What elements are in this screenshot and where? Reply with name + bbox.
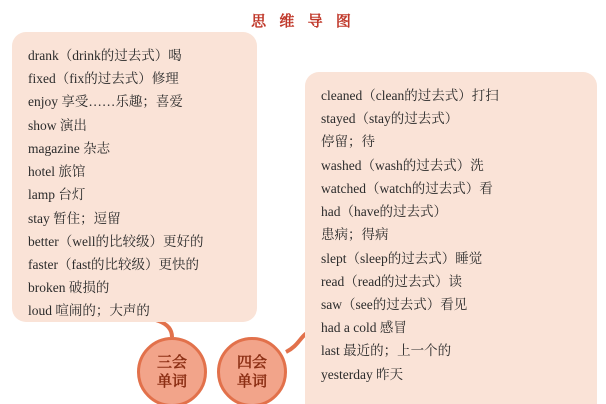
word-line: washed（wash的过去式）洗 (321, 157, 484, 173)
word-line: had a cold 感冒 (321, 320, 407, 336)
word-line: fixed（fix的过去式）修理 (28, 71, 179, 87)
word-line: better（well的比较级）更好的 (28, 233, 204, 249)
four-skills-words-bubble[interactable] (217, 337, 287, 404)
word-line: read（read的过去式）读 (321, 273, 462, 289)
word-line: enjoy 享受……乐趣；喜爱 (28, 94, 183, 110)
word-line: stay 暂住；逗留 (28, 210, 121, 226)
word-line: last 最近的；上一个的 (321, 343, 452, 359)
word-line: faster（fast的比较级）更快的 (28, 256, 199, 272)
bubble-line-1: 三会 (156, 353, 187, 372)
word-line: yesterday 昨天 (321, 366, 404, 382)
word-line: drank（drink的过去式）喝 (28, 48, 182, 63)
word-line: loud 喧闹的；大声的 (28, 303, 150, 319)
word-line: broken 破损的 (28, 280, 110, 296)
word-line: had（have的过去式） (321, 204, 447, 220)
three-skills-word-card (12, 32, 257, 322)
word-line: slept（sleep的过去式）睡觉 (321, 250, 483, 266)
word-line: magazine 杂志 (28, 140, 111, 156)
word-line: saw（see的过去式）看见 (321, 296, 468, 312)
word-line: 停留；待 (321, 134, 375, 150)
word-line: cleaned（clean的过去式）打扫 (321, 88, 499, 103)
three-skills-words-bubble[interactable] (137, 337, 207, 404)
four-skills-word-card (305, 72, 597, 404)
word-line: watched（watch的过去式）看 (321, 180, 493, 196)
bubble-line-1: 四会 (236, 353, 267, 372)
word-line: hotel 旅馆 (28, 164, 86, 180)
word-line: show 演出 (28, 117, 87, 133)
bubble-line-2: 单词 (236, 372, 267, 390)
bubble-line-2: 单词 (156, 372, 187, 390)
word-line: 患病；得病 (321, 227, 389, 243)
word-line: lamp 台灯 (28, 187, 86, 203)
word-line: stayed（stay的过去式） (321, 111, 459, 127)
page-title: 思 维 导 图 (251, 12, 355, 30)
